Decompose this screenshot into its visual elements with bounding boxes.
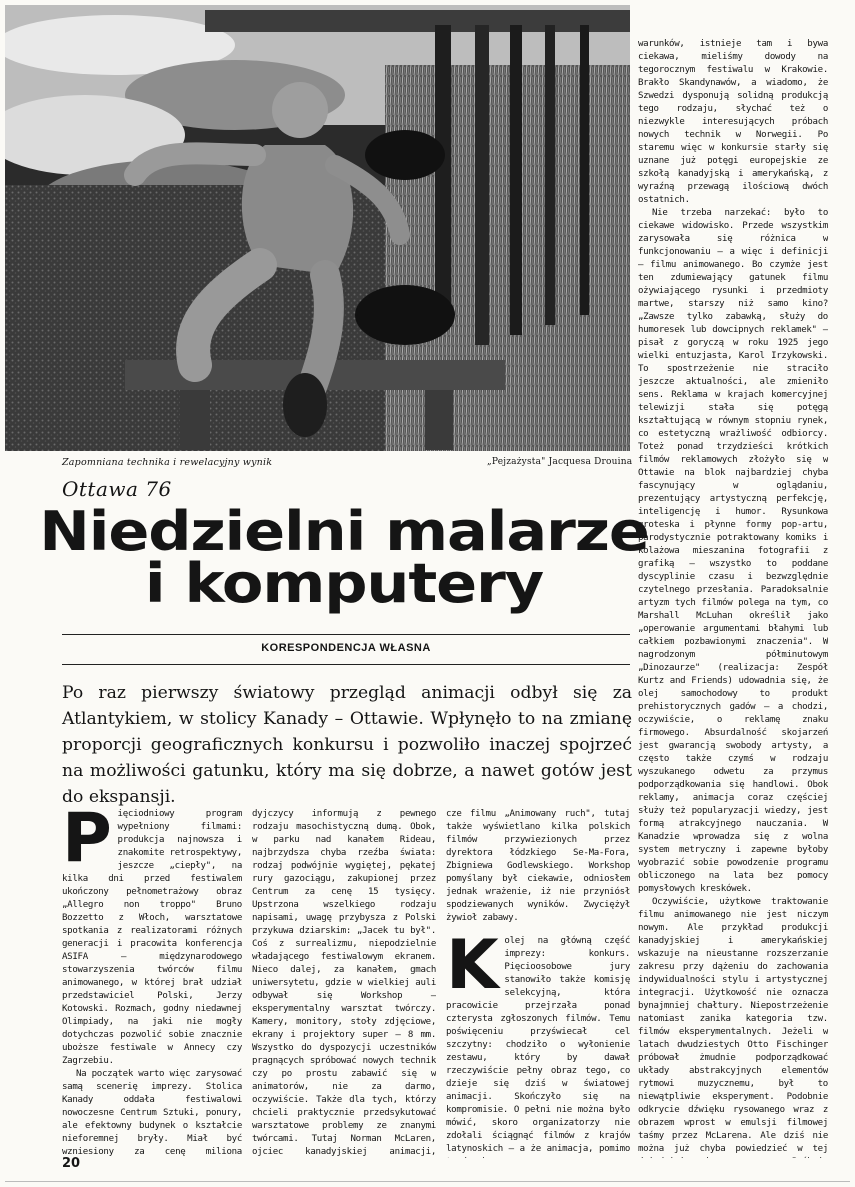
lead-paragraph: Po raz pierwszy światowy przegląd animacji odbył się za Atlantykiem, w stolicy Kanady – Ottawie. Wpłynęło to na zmianę proporcji geograficznych konkursu i pozwoliło inaczej spojrzeć na możliwości gatunku, który ma się dobrze, a nawet gotów jest do ekspansji. <box>62 683 632 807</box>
column-4-paragraph-1: warunków, istnieje tam i bywa ciekawa, mieliśmy dowody na tegorocznym festiwalu w Krakowie. Brakło Skandynawów, a wiadomo, że Szwedzi dysponują solidną produkcją tego rodzaju, słychać też o niezwykle interesujących próbach nowych technik w Norwegii. Po staremu więc w konkursie starły się uznane już potęgi europejskie ze szkołą kanadyjską i amerykańską, z wyraźną przewagą ilościową dwóch ostatnich. <box>638 39 828 205</box>
column-4-paragraph-2: Nie trzeba narzekać: było to ciekawe widowisko. Przede wszystkim zarysowała się różnica w funkcjonowaniu – a więc i definicji – filmu animowanego. Bo czymże jest ten zdumiewający gatunek filmu ożywiającego rysunki i przedmioty martwe, starszy niż samo kino? „Zawsze tylko zabawką, służy do humoresek lub dowcipnych reklamek" – pisał z goryczą w roku 1925 jego wielki entuzjasta, Karol Irzykowski. To spostrzeżenie nie straciło jeszcze aktualności, ale zmieniło sens. Reklama w krajach komercyjnej telewizji stała się potęgą kształtującą w równym stopniu rynek, co estetyczną wrażliwość odbiorcy. Toteż ponad trzydzieści krótkich filmów reklamowych złożyło się w Ottawie na blok najbardziej chyba fascynujący w oglądaniu, prezentujący artystyczną perfekcję, inteligencję i humor. Rysunkowa groteska i płynne formy pop-artu, parodystycznie potraktowany komiks i kolażowa mieszanina fotografii z grafiką – wszystko to poddane dyscyplinie czasu i bezwzględnie czytelnego przesłania. Paradoksalnie artyzm tych filmów polega na tym, co Marshall McLuhan określił jako „operowanie argumentami błahymi lub całkiem pozbawionymi znaczenia". W nagrodzonym półminutowym „Dinozaurze" (realizacja: Zespół Kurtz and Friends) udowadnia się, że olej samochodowy to produkt prehistorycznych gadów – a chodzi, oczywiście, o reklamę znaku firmowego. Absurdalność skojarzeń jest gwarancją swobody artysty, a często także czymś w rodzaju wyszukanego odwetu za przymus podporządkowania się handlowi. Obok reklamy, animacja coraz częściej służy też popularyzacji wiedzy, jest formą atrakcyjnego nauczania. W Kanadzie wprowadza się z wolna system metryczny i zapewne byłoby wyobrazić sobie powodzenie programu obliczonego na lata bez pomocy pomysłowych kreskówek. <box>638 208 828 894</box>
column-3-paragraph-1: cze filmu „Animowany ruch", tutaj także wyświetlano kilka polskich filmów przywiezionych przez dyrektora łódzkiego Se-Ma-Fora, Zbigniewa Godlewskiego. Workshop pomyślany był ciekawie, odniosłem jednak wrażenie, iż nie przyniósł spodziewanych wyników. Zwyciężył żywioł zabawy. <box>446 809 630 923</box>
page-number: 20 <box>62 1156 81 1171</box>
column-1-paragraph-1: ięciodniowy program wypełniony filmami: produkcja najnowsza i znakomite retrospektywy, jeszcze „ciepły", na kilka dni przed festiwalem ukończony pełnometrażowy obraz „Allegro non troppo" Bruno Bozzetto z Włoch, warsztatowe spotkania z realizatorami różnych generacji i pracowita konferencja ASIFA – międzynarodowego stowarzyszenia twórców filmu animowanego, w której brał udział przedstawiciel Polski, Jerzy Kotowski. Rozmach, godny niedawnej Olimpiady, na jaki nie mogły dotychczas pozwolić sobie znacznie uboższe festiwale w Annecy czy Zagrzebiu. <box>62 809 242 1066</box>
article-column-4 <box>638 38 828 1158</box>
drop-cap-k: K <box>446 926 499 1005</box>
section-kicker: Ottawa 76 <box>62 477 172 501</box>
article-column-3 <box>446 808 630 1158</box>
column-1-paragraph-2: Na początek warto więc zarysować samą scenerię imprezy. Stolica Kanady oddała festiwalowi nowoczesne Centrum Sztuki, ponury, ale efektowny budynek o kształcie nieforemnej bryły. Miał być wzniesiony za cenę miliona <box>62 1069 242 1157</box>
column-2-paragraph-1: dyjczycy informują z pewnego rodzaju masochistyczną dumą. Obok, w parku nad kanałem Rideau, najbrzydsza chyba rzeźba świata: rodzaj podwójnie wygiętej, pękatej rury gazociągu, zakupionej przez Centrum za cenę 15 tysięcy. Upstrzona wszelkiego rodzaju napisami, uwagę przybysza z Polski przykuwa dziarskim: „Jacek tu był". Coś z surrealizmu, niepodzielnie władającego festiwalowym ekranem. Nieco dalej, za kanałem, gmach uniwersytetu, gdzie w wielkiej auli odbywał się Workshop – eksperymentalny warsztat twórczy. Kamery, monitory, stoły zdjęciowe, ekrany i projektory super – 8 mm. Wszystko do dyspozycji uczestników pragnących spróbować nowych technik czy po prostu zabawić się w animatorów, nie za darmo, oczywiście. Także dla tych, którzy chcieli praktycznie przedsykutować warsztatowe problemy ze znanymi twórcami. Tutaj Norman McLaren, ojciec kanadyjskiej animacji, <box>252 809 436 1157</box>
photo-caption-right: „Pejzażysta" Jacquesa Drouina <box>487 457 633 467</box>
divider-top <box>62 634 630 635</box>
headline <box>26 500 662 615</box>
article-column-1 <box>62 808 242 1158</box>
divider-bottom <box>62 664 630 665</box>
page-bottom-edge <box>5 1181 850 1182</box>
headline-line-2: i komputery <box>144 552 544 615</box>
film-still-photo <box>5 5 630 451</box>
photo-caption-left: Zapomniana technika i rewelacyjny wynik <box>62 457 273 468</box>
drop-cap-p: P <box>62 808 112 878</box>
byline: KORESPONDENCJA WŁASNA <box>261 642 431 654</box>
pejzazysta-illustration <box>5 5 630 451</box>
article-column-2 <box>252 808 436 1158</box>
column-4-paragraph-3: Oczywiście, użytkowe traktowanie filmu animowanego nie jest niczym nowym. Ale przykład produkcji kanadyjskiej i amerykańskiej wskazuje na nieustanne rozszerzanie zakresu przy dążeniu do zachowania indywidualności stylu i artystycznej integracji. Użytkowość nie oznacza bynajmniej chałtury. Niepostrzeżenie natomiast zanika kategoria tzw. filmów eksperymentalnych. Jeżeli w latach dwudziestych Otto Fischinger próbował żmudnie podporządkować układy abstrakcyjnych elementów rytmowi muzycznemu, był to niewątpliwie eksperyment. Podobnie odkrycie dźwięku rysowanego wraz z obrazem wprost w emulsji filmowej taśmy przez McLarena. Ale dziś nie można już chyba powiedzieć w tej <box>638 897 828 1154</box>
column-3-paragraph-2: olej na główną część imprezy: konkurs. Pięcioosobowe jury stanowiło także komisję selekcyjną, która pracowicie przejrzała ponad czterysta zgłoszonych filmów. Temu poświęceniu przyświecał cel szczytny: chodziło o wyłonienie zestawu, który by dawał rzeczywiście pełny obraz tego, co dzieje się dziś w światowej animacji. Skończyło się na kompromisie. O pełni nie można było mówić, skoro organizatorzy nie zdołali ściągnąć filmów z krajów latynoskich – a że animacja, pomimo <box>446 936 630 1154</box>
headline-line-1: Niedzielni malarze <box>39 500 649 563</box>
